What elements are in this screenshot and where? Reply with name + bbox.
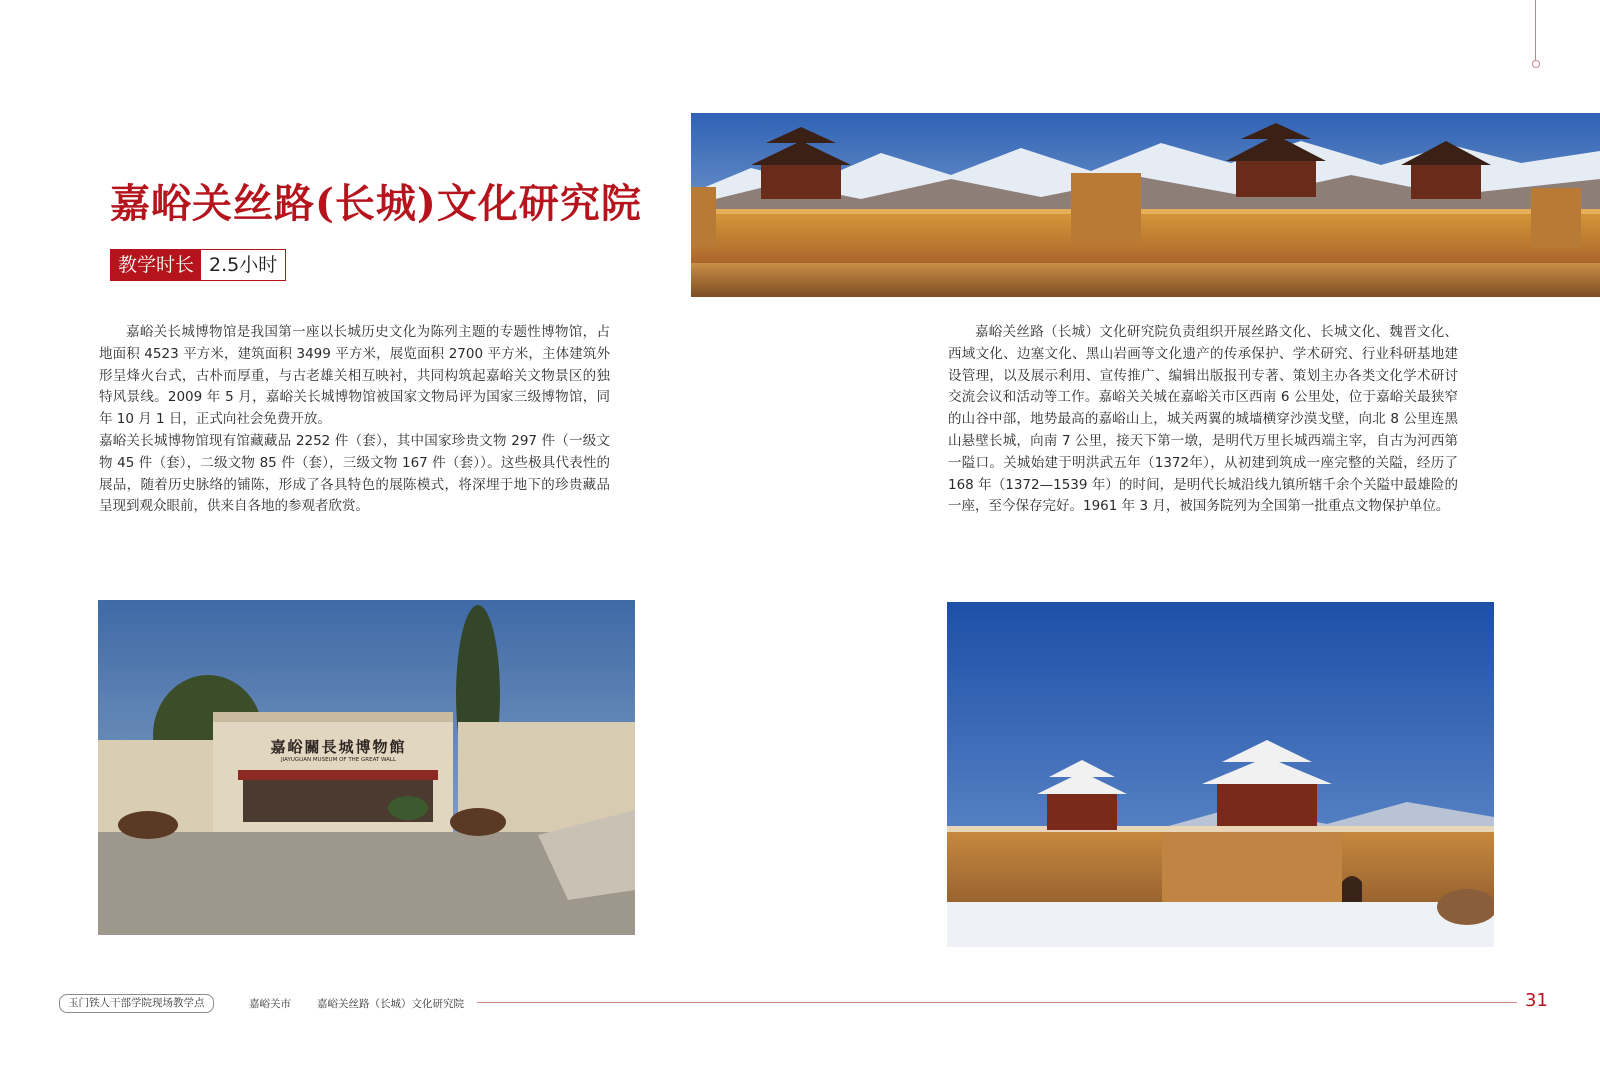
great-wall-panorama-photo — [691, 113, 1600, 297]
footer-place: 嘉峪关丝路（长城）文化研究院 — [317, 998, 464, 1010]
teaching-hours-value: 2.5小时 — [201, 250, 285, 280]
institute-paragraph: 嘉峪关丝路（长城）文化研究院负责组织开展丝路文化、长城文化、魏晋文化、西域文化、边塞文化、黑山岩画等文化遗产的传承保护、学术研究、行业科研基地建设管理，以及展示利用、宣传推广、编辑出版报刊专著、策划主办各类文化学术研讨交流会议和活动等工作。嘉峪关关城在嘉峪关市区西南 6 公里处，位于嘉峪关最狭窄的山谷中部，地势最高的嘉峪山上，城关两翼的城墙横穿沙漠戈壁，向北 8 公里连黑山悬壁长城，向南 7 公里，接天下第一墩，是明代万里长城西端主宰，自古为河西第一隘口。关城始建于明洪武五年（1372年），从初建到筑成一座完整的关隘，经历了 168 年（1372—1539 年）的时间，是明代长城沿线九镇所辖千余个关隘中最雄险的一座，至今保存完好。1961 年 3 月，被国务院列为全国第一批重点文物保护单位。 — [948, 324, 1458, 515]
museum-paragraph-1: 嘉峪关长城博物馆是我国第一座以长城历史文化为陈列主题的专题性博物馆，占地面积 4523 平方米，建筑面积 3499 平方米，展览面积 2700 平方米，主体建筑外形呈烽火台式，古朴而厚重，与古老雄关相互映衬，共同构筑起嘉峪关文物景区的独特风景线。2009 年 5 月，嘉峪关长城博物馆被国家文物局评为国家三级博物馆，同年 10 月 1 日，正式向社会免费开放。 — [99, 324, 610, 428]
page-title: 嘉峪关丝路(长城)文化研究院 — [110, 180, 642, 227]
teaching-hours-label: 教学时长 — [111, 250, 201, 280]
great-wall-museum-photo — [98, 600, 635, 935]
footer-city: 嘉峪关市 — [249, 998, 291, 1010]
museum-description — [99, 322, 610, 518]
corner-decoration-line — [1535, 0, 1536, 62]
museum-sign-english: JIAYUGUAN MUSEUM OF THE GREAT WALL — [280, 757, 397, 763]
teaching-hours-box — [110, 249, 286, 281]
museum-paragraph-2: 嘉峪关长城博物馆现有馆藏藏品 2252 件（套），其中国家珍贵文物 297 件（一级文物 45 件（套），二级文物 85 件（套），三级文物 167 件（套））。这些极具代表性的展品，随着历史脉络的铺陈，形成了各具特色的展陈模式，将深埋于地下的珍贵藏品呈现到观众眼前，供来自各地的参观者欣赏。 — [99, 432, 610, 515]
museum-sign-name: 嘉峪關長城博物館 — [270, 738, 407, 756]
institute-description — [948, 322, 1458, 518]
footer-institution-badge: 玉门铁人干部学院现场教学点 — [59, 994, 214, 1013]
jiayuguan-fortress-snow-photo — [947, 602, 1494, 947]
footer-divider — [477, 1002, 1517, 1003]
corner-decoration-dot — [1532, 60, 1540, 68]
page-number: 31 — [1525, 990, 1548, 1011]
